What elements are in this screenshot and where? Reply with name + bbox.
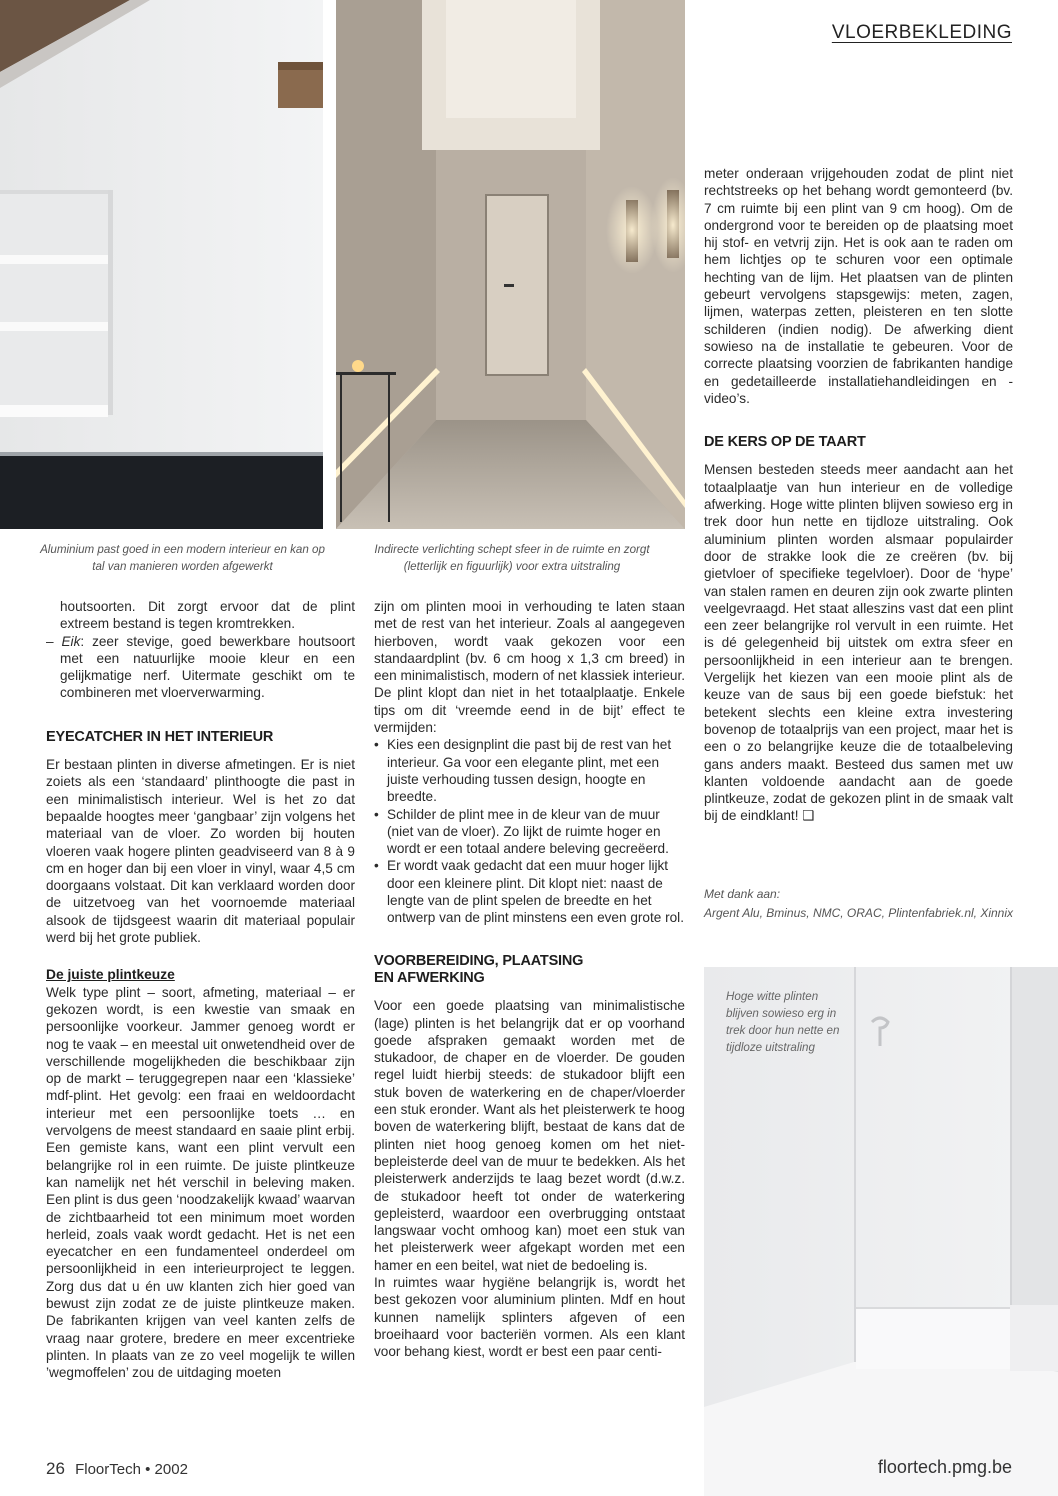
page-number: 26	[46, 1459, 65, 1478]
heading-kers-op-de-taart: DE KERS OP DE TAART	[704, 434, 866, 451]
heading-voorbereiding-line-2: EN AFWERKING	[374, 969, 485, 986]
acknowledgements	[704, 885, 1013, 923]
bullet-designplint: • Kies een designplint die past bij de rest van het interieur. Ga voor een elegante plint, met een juiste verhouding tussen design, hoogte en breedte.	[374, 736, 685, 805]
magazine-issue: FloorTech • 2002	[75, 1461, 188, 1478]
column-3	[704, 165, 1013, 825]
caption-photo-1: Aluminium past goed in een modern interieur en kan op tal van manieren worden afgewerkt	[40, 543, 325, 573]
subheading-plintkeuze: De juiste plintkeuze	[46, 967, 175, 983]
bullet-muur-hoger: • Er wordt vaak gedacht dat een muur hoger lijkt door een kleinere plint. Dit klopt niet: naast de lengte van de plint spelen de breedte en het ontwerp van de plint minstens een even grote rol.	[374, 857, 685, 926]
caption-photo-2: Indirecte verlichting schept sfeer in de ruimte en zorgt (letterlijk en figuurlijk) voor extra uitstraling	[374, 543, 650, 573]
heading-eyecatcher: EYECATCHER IN HET INTERIEUR	[46, 728, 274, 745]
footer-left	[46, 1459, 188, 1479]
heading-voorbereiding-line-1: VOORBEREIDING, PLAATSING	[374, 952, 584, 969]
paragraph-eyecatcher: Er bestaan plinten in diverse afmetingen. Er is niet zoiets als een ‘standaard’ plinthoogte die past in een minimalistisch interieur. Wel is het zo dat bepaalde hoogtes meer ‘gangbaar’ zijn volgens het materiaal van de vloer. Zo worden bij houten vloeren vaak hogere plinten geadviseerd van 8 à 9 cm en hoger dan bij een vloer in vinyl, waar 4,5 cm doorgaans volstaat. Dit kan verklaard worden door de uitzetvoeg van het voornoemde materiaal alsook de tijdsgeest waarin dit materiaal populair werd bij het grote publiek.	[46, 757, 355, 946]
paragraph-voorbereiding: Voor een goede plaatsing van minimalistische (lage) plinten is het belangrijk dat er op voorhand goede afspraken gemaakt worden met de stukadoor, de chaper en de vloerder. De gouden regel luidt hierbij steeds: de stukadoor blijft een stuk boven de waterkering en de chaper/vloerder een stuk eronder. Want als het pleisterwerk te hoog boven de waterkering blijft, bestaat de kans dat de plinten niet hoog genoeg komen om het niet-bepleisterde deel van de muur te bedekken. Als het pleisterwerk anderzijds te laag bezet wordt (d.w.z. de stukadoor heeft tot onder de waterkering gepleisterd, waardoor een overbrugging ontstaat langswaar vocht omhoog kan) moet een stuk van het pleisterwerk weer afgekapt worden met een hamer en een beitel, wat niet de bedoeling is.	[374, 998, 685, 1273]
caption-photo-3: Hoge witte plinten blijven sowieso erg in trek door hun nette en tijdloze uitstraling	[726, 990, 840, 1054]
end-mark-icon: ❑	[802, 808, 815, 824]
paragraph-kers-text: Mensen besteden steeds meer aandacht aan het totaalplaatje van hun interieur en de volledige afwerking. Hoge witte plinten blijven sowieso erg in trek door hun nette en tijdloze uitstraling. Ook aluminium plinten worden alsmaar populairder door de strakke look die ze creëren (bv. bij gietvloer of specifieke tegelvloer). Door de ‘hype’ van stalen ramen en deuren zijn ook zwarte plinten veelgevraagd. Het staat alleszins vast dat een plint een zeer belangrijke rol vervult in een ruimte. Het is dé gelegenheid bij uitstek om extra sfeer en persoonlijkheid in een interieur aan te brengen. Vergelijk het kiezen van een mooie plint als de keuze van de saus bij een goede biefstuk: het betekent slechts een kleine extra investering bovenop de totaalprijs van een project, maar het is een o zo belangrijke keuze die de totaalbeleving gans anders maakt. Besteed dus samen met uw klanten voldoende aandacht aan de goede plintkeuze, zodat de gekozen plint in de smaak valt bij de eindklant!	[704, 462, 1013, 824]
thanks-names: Argent Alu, Bminus, NMC, ORAC, Plintenfabriek.nl, Xinnix	[704, 906, 1014, 920]
paragraph-houtsoorten: houtsoorten. Dit zorgt ervoor dat de plint extreem bestand is tegen kromtrekken.	[60, 599, 355, 632]
paragraph-kers	[704, 461, 1013, 824]
photo-lit-corridor	[336, 0, 685, 529]
term-eik: Eik	[61, 633, 81, 649]
list-item-eik: – Eik: zeer stevige, goed bewerkbare houtsoort met een natuurlijke mooie kleur en een gelijkmatige nerf. Uitermate geschikt om te combineren met vloerverwarming.	[46, 633, 355, 701]
thanks-title: Met dank aan:	[704, 887, 781, 901]
photo-lit-corridor-image	[336, 0, 685, 529]
column-2	[374, 598, 685, 1360]
column-1	[46, 598, 355, 1381]
photo-attic-room	[0, 0, 323, 529]
footer-url[interactable]: floortech.pmg.be	[877, 1457, 1012, 1477]
paragraph-ondergrond: meter onderaan vrijgehouden zodat de plint niet rechtstreeks op het behang wordt gemonteerd (bv. 7 cm ruimte bij een plint van 9 cm hoog). Om de ondergrond voor te bereiden op de plaatsing moet hij stof- en vetvrij zijn. Het is ook aan te raden om hem lichtjes op te schuren voor een optimale hechting van de lijm. Het plaatsen van de plinten gebeurt vervolgens stapsgewijs: meten, zagen, lijmen, waterpas zetten, pleisteren en ten slotte schilderen (indien nodig). De afwerking dient sowieso na de installatie te gebeuren. Voor de correcte plaatsing voorzien de fabrikanten handige en gedetailleerde installatiehandleidingen en -video’s.	[704, 166, 1013, 406]
paragraph-verhouding: zijn om plinten mooi in verhouding te laten staan met de rest van het interieur. Zoals al aangegeven hierboven, wordt vaak gekozen voor een standaardplint (bv. 6 cm hoog x 1,3 cm breed) in een minimalistisch, modern of net klassiek interieur. De plint klopt dan niet in het totaalplaatje. Enkele tips om dit ‘vreemde eend in de bijt’ effect te vermijden:	[374, 599, 685, 736]
text-eik: : zeer stevige, goed bewerkbare houtsoort met een natuurlijke mooie kleur en een gelijkmatige nerf. Uitermate geschikt om te combineren met vloerverwarming.	[60, 633, 355, 701]
section-label: VLOERBEKLEDING	[831, 22, 1012, 43]
bullet-schilder: • Schilder de plint mee in de kleur van de muur (niet van de vloer). Zo lijkt de ruimte hoger en wordt er een totaal andere beleving gecreëerd.	[374, 806, 685, 858]
paragraph-hygiene: In ruimtes waar hygiëne belangrijk is, wordt het best gekozen voor aluminium plinten. Mdf en hout kunnen namelijk splinters afgeven of een broeihaard voor bacteriën vormen. Als een klant voor behang kiest, wordt er best een paar centi-	[374, 1274, 685, 1360]
photo-attic-room-image	[0, 0, 323, 529]
paragraph-plintkeuze: Welk type plint – soort, afmeting, materiaal – er gekozen wordt, is een kwestie van smaak en persoonlijke voorkeur. Jammer genoeg wordt er nog te vaak – en meestal uit onwetendheid over de verschillende mogelijkheden die beschikbaar zijn op de markt – teruggegrepen naar een ‘klassieke’ mdf-plint. Het gevolg: een fraai en weldoordacht interieur met een persoonlijke toets … en vervolgens de meest standaard en saaie plint erbij. Een gemiste kans, want een plint vervult een belangrijke rol in een ruimte. De juiste plintkeuze kan namelijk net hét verschil in beleving maken. Een plint is dus geen ‘noodzakelijk kwaad’ waarvan de zichtbaarheid tot een minimum moet worden herleid, zoals vaak wordt gedacht. Het is net een eyecatcher en een fundamenteel onderdeel om persoonlijkheid in een interieurproject te leggen. Zorg dus dat u én uw klanten zich hier goed van bewust zijn zodat ze de juiste plintkeuze maken. De fabrikanten krijgen van veel kanten zelfs de vraag naar grotere, bredere en meer excentrieke plinten. In plaats van ze zo veel mogelijk te willen ’wegmoffelen’ zou de uitdaging moeten	[46, 984, 355, 1381]
